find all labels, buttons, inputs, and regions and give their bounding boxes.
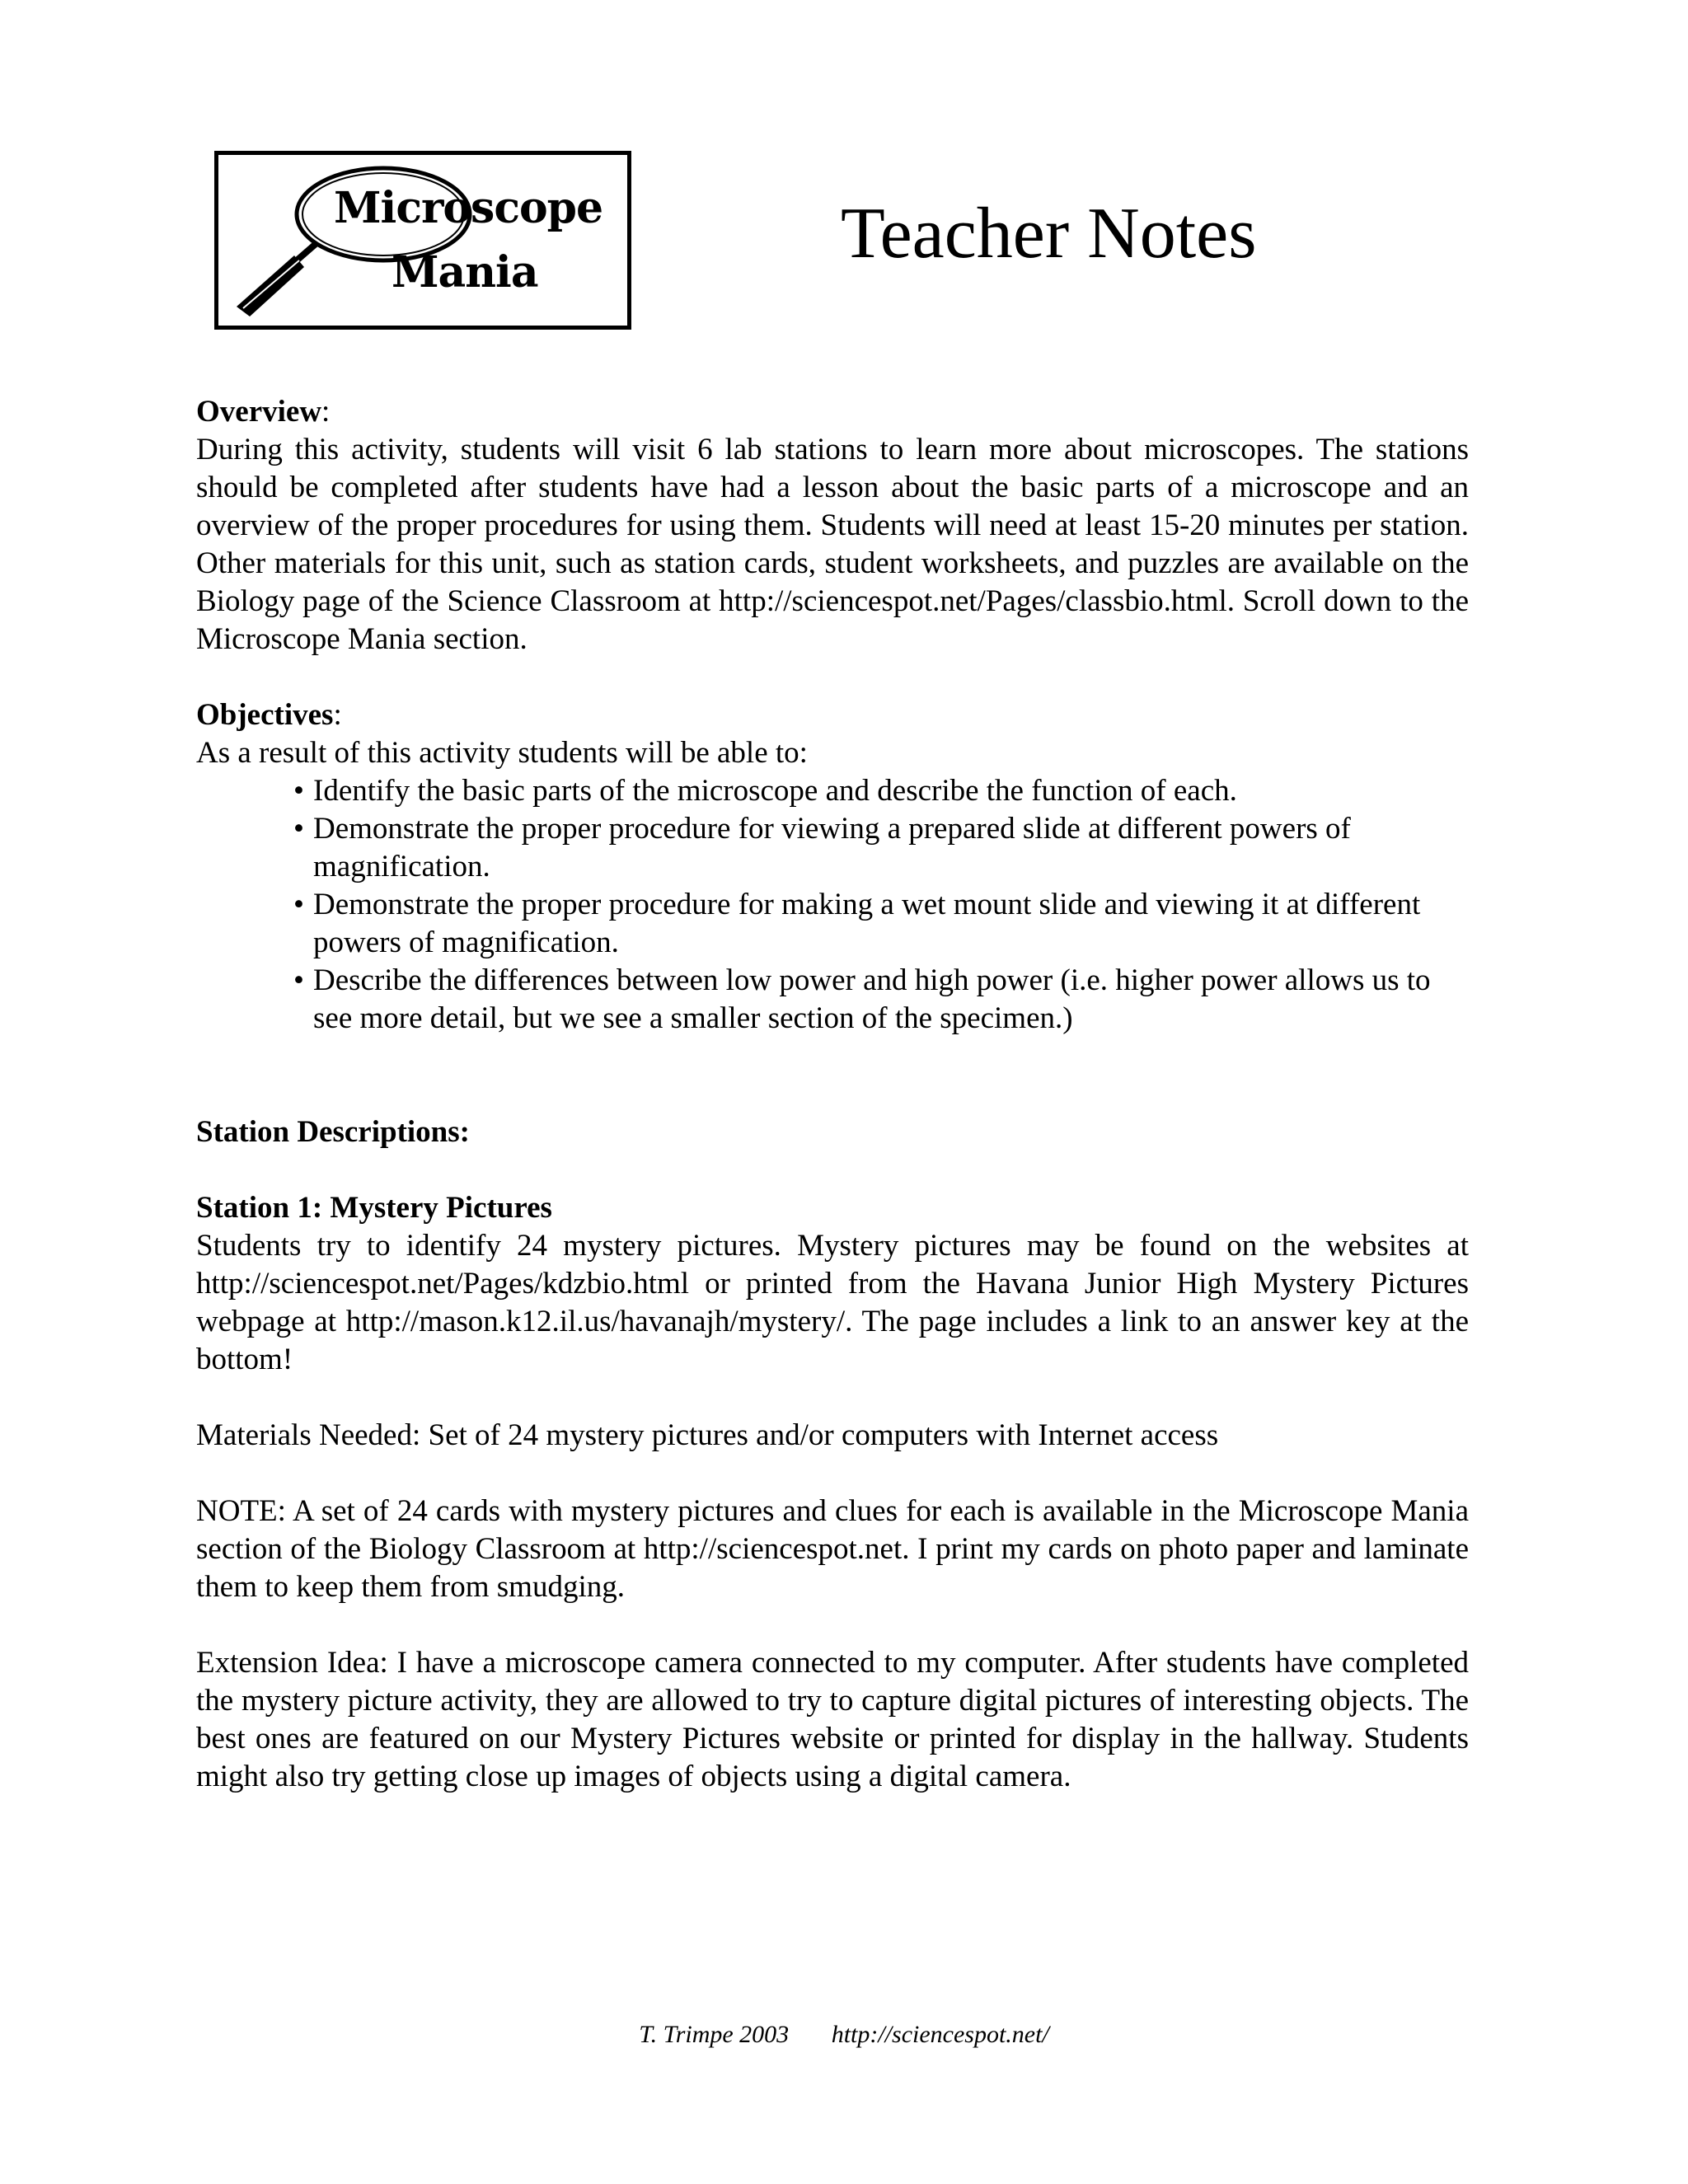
document-body xyxy=(196,393,1469,1796)
station1-heading: Station 1: Mystery Pictures xyxy=(196,1191,552,1225)
station1-materials: Materials Needed: Set of 24 mystery pictures and/or computers with Internet access xyxy=(196,1418,1219,1452)
page-title: Teacher Notes xyxy=(841,194,1257,274)
page-footer xyxy=(0,2021,1688,2049)
list-item: • Describe the differences between low power and high power (i.e. higher power allows us to see more detail, but we see a smaller section of the specimen.) xyxy=(293,963,1431,1035)
footer-author: T. Trimpe 2003 xyxy=(639,2021,790,2048)
objectives-heading: Objectives: xyxy=(196,698,342,732)
station1-extension: Extension Idea: I have a microscope camera connected to my computer. After students have completed the mystery picture activity, they are allowed to try to capture digital pictures of interesting objects. The best ones are featured on our Mystery Pictures website or printed for display in the hallway. Students might also try getting close up images of objects using a digital camera. xyxy=(196,1646,1469,1793)
logo-text-line2: Mania xyxy=(392,247,538,298)
objectives-intro: As a result of this activity students will be able to: xyxy=(196,736,808,770)
overview-heading: Overview: xyxy=(196,395,331,429)
list-item: • Demonstrate the proper procedure for making a wet mount slide and viewing it at different powers of magnification. xyxy=(293,888,1421,959)
list-item: • Demonstrate the proper procedure for viewing a prepared slide at different powers of magnification. xyxy=(293,812,1351,883)
microscope-mania-logo xyxy=(214,151,631,330)
logo-text-line1: Microscope xyxy=(334,183,603,233)
station1-text: Students try to identify 24 mystery pictures. Mystery pictures may be found on the websites at http://sciencespot.net/Pages/kdzbio.html or printed from the Havana Junior High Mystery Pictures webpage at http://mason.k12.il.us/havanajh/mystery/. The page includes a link to an answer key at the bottom! xyxy=(196,1229,1469,1376)
objectives-list xyxy=(196,772,1469,1038)
station-descriptions-heading: Station Descriptions: xyxy=(196,1115,470,1149)
footer-url: http://sciencespot.net/ xyxy=(831,2021,1049,2048)
station1-note: NOTE: A set of 24 cards with mystery pictures and clues for each is available in the Microscope Mania section of the Biology Classroom at http://sciencespot.net. I print my cards on photo paper and laminate them to keep them from smudging. xyxy=(196,1494,1469,1604)
list-item: • Identify the basic parts of the microscope and describe the function of each. xyxy=(293,774,1237,808)
magnifying-glass-icon xyxy=(218,155,627,326)
overview-text: During this activity, students will visit 6 lab stations to learn more about microscopes. The stations should be completed after students have had a lesson about the basic parts of a microscope and an overview of the proper procedures for using them. Students will need at least 15-20 minutes per station. Other materials for this unit, such as station cards, student worksheets, and puzzles are available on the Biology page of the Science Classroom at http://sciencespot.net/Pages/classbio.html. Scroll down to the Microscope Mania section. xyxy=(196,433,1469,656)
